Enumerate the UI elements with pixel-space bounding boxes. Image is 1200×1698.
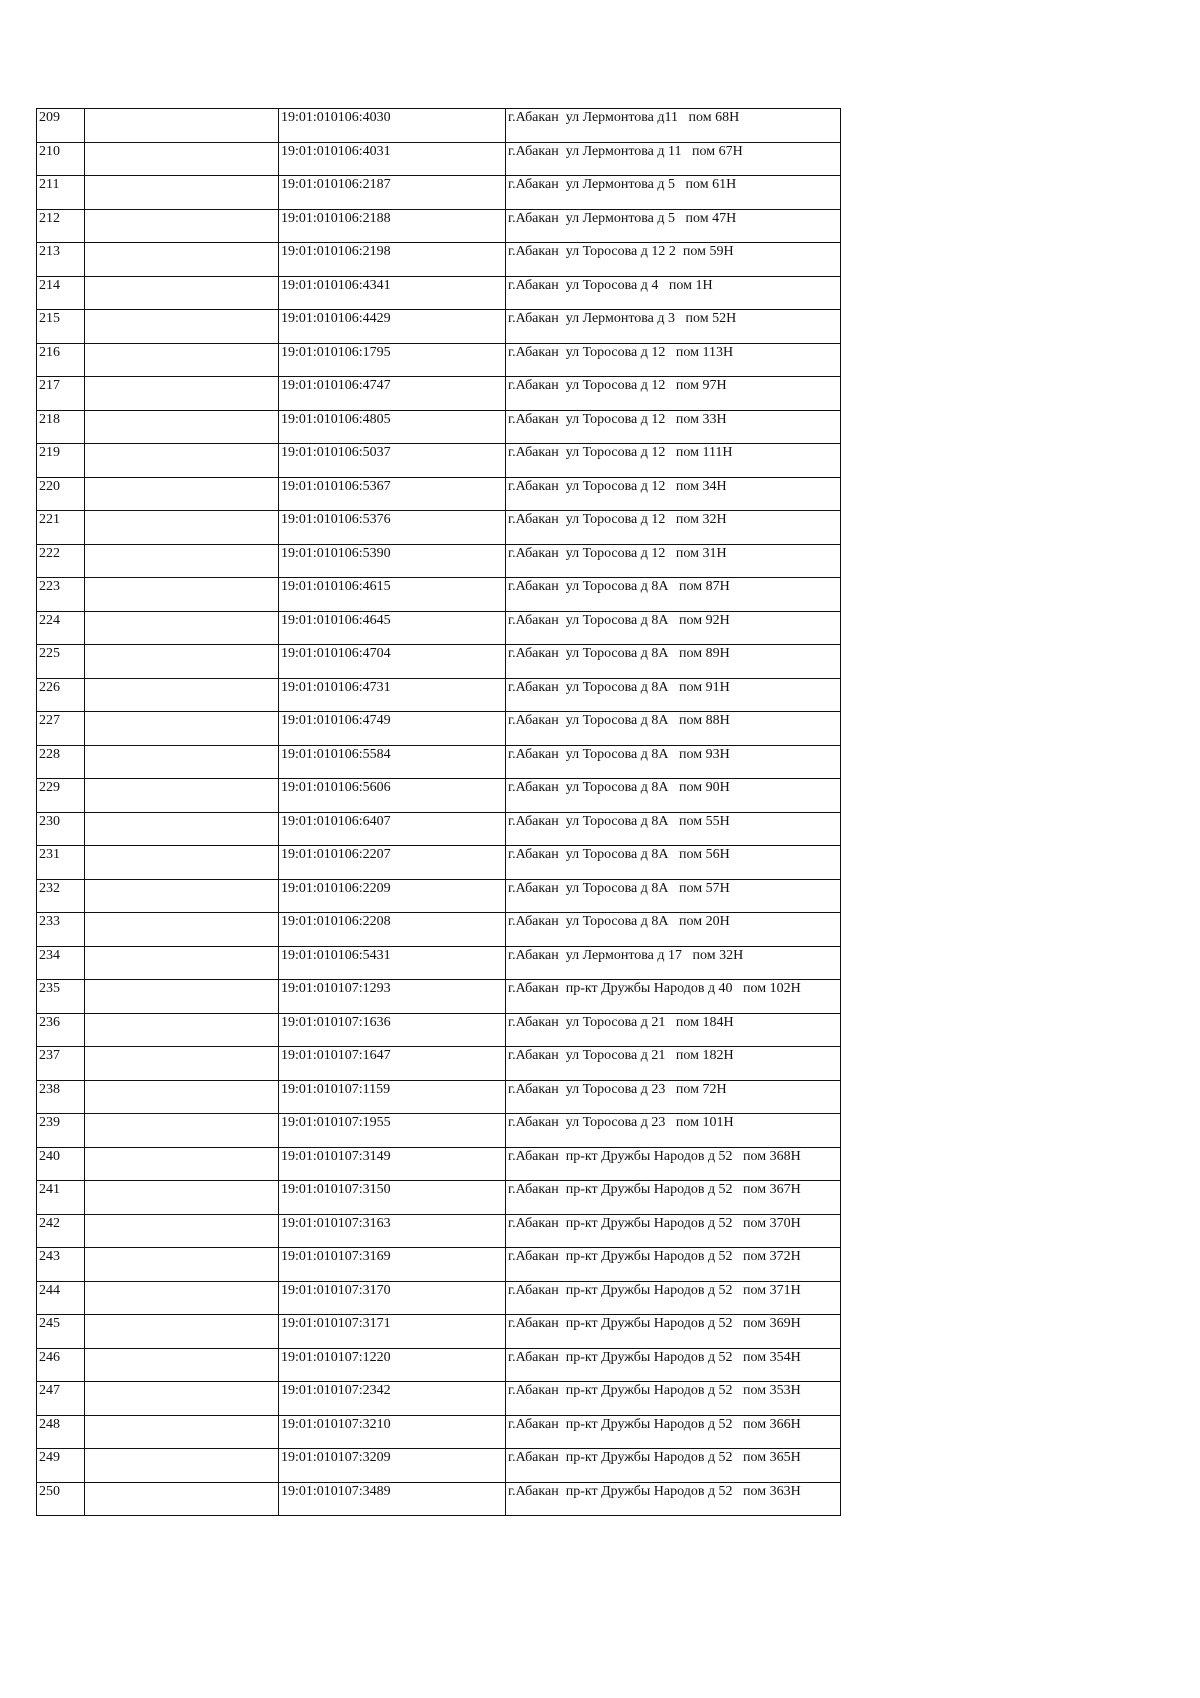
row-note-cell [85,1348,279,1382]
address-cell: г.Абакан пр-кт Дружбы Народов д 52 пом 370Н [506,1214,841,1248]
cadastral-number-cell: 19:01:010106:2188 [279,209,506,243]
row-note-cell [85,1147,279,1181]
table-row [37,779,841,813]
row-note-cell [85,343,279,377]
row-note-cell [85,1315,279,1349]
row-number-cell: 244 [37,1281,85,1315]
row-note-cell [85,946,279,980]
cadastral-number-cell: 19:01:010107:1955 [279,1114,506,1148]
address-cell: г.Абакан ул Торосова д 12 2 пом 59Н [506,243,841,277]
address-cell: г.Абакан ул Лермонтова д 17 пом 32Н [506,946,841,980]
row-note-cell [85,276,279,310]
cadastral-number-cell: 19:01:010107:2342 [279,1382,506,1416]
cadastral-number-cell: 19:01:010107:3150 [279,1181,506,1215]
address-cell: г.Абакан ул Торосова д 12 пом 31Н [506,544,841,578]
table-row [37,913,841,947]
table-row [37,1114,841,1148]
row-number-cell: 236 [37,1013,85,1047]
row-note-cell [85,477,279,511]
row-note-cell [85,176,279,210]
row-number-cell: 221 [37,511,85,545]
row-number-cell: 241 [37,1181,85,1215]
cadastral-number-cell: 19:01:010107:1220 [279,1348,506,1382]
table-row [37,980,841,1014]
cadastral-number-cell: 19:01:010107:1293 [279,980,506,1014]
cadastral-number-cell: 19:01:010106:6407 [279,812,506,846]
address-cell: г.Абакан пр-кт Дружбы Народов д 52 пом 372Н [506,1248,841,1282]
address-cell: г.Абакан ул Торосова д 8А пом 91Н [506,678,841,712]
row-note-cell [85,1449,279,1483]
row-number-cell: 220 [37,477,85,511]
table-row [37,544,841,578]
cadastral-number-cell: 19:01:010107:3209 [279,1449,506,1483]
row-number-cell: 219 [37,444,85,478]
address-cell: г.Абакан ул Лермонтова д 11 пом 67Н [506,142,841,176]
table-row [37,1147,841,1181]
address-cell: г.Абакан ул Торосова д 12 пом 34Н [506,477,841,511]
cadastral-number-cell: 19:01:010106:4749 [279,712,506,746]
row-note-cell [85,410,279,444]
address-cell: г.Абакан ул Лермонтова д11 пом 68Н [506,109,841,143]
row-note-cell [85,779,279,813]
cadastral-number-cell: 19:01:010107:3171 [279,1315,506,1349]
row-number-cell: 218 [37,410,85,444]
table-row [37,1214,841,1248]
table-row [37,477,841,511]
row-number-cell: 215 [37,310,85,344]
cadastral-number-cell: 19:01:010106:5367 [279,477,506,511]
cadastral-number-cell: 19:01:010106:4429 [279,310,506,344]
cadastral-number-cell: 19:01:010106:4704 [279,645,506,679]
address-cell: г.Абакан ул Лермонтова д 5 пом 47Н [506,209,841,243]
address-cell: г.Абакан пр-кт Дружбы Народов д 52 пом 371Н [506,1281,841,1315]
cadastral-number-cell: 19:01:010106:5376 [279,511,506,545]
address-cell: г.Абакан ул Торосова д 4 пом 1Н [506,276,841,310]
row-number-cell: 228 [37,745,85,779]
cadastral-number-cell: 19:01:010107:3210 [279,1415,506,1449]
address-cell: г.Абакан ул Лермонтова д 5 пом 61Н [506,176,841,210]
address-cell: г.Абакан ул Лермонтова д 3 пом 52Н [506,310,841,344]
registry-body [37,109,841,1516]
table-row [37,209,841,243]
row-note-cell [85,109,279,143]
address-cell: г.Абакан пр-кт Дружбы Народов д 52 пом 354Н [506,1348,841,1382]
row-note-cell [85,1281,279,1315]
cadastral-number-cell: 19:01:010106:4615 [279,578,506,612]
row-number-cell: 217 [37,377,85,411]
row-number-cell: 239 [37,1114,85,1148]
address-cell: г.Абакан ул Торосова д 8А пом 56Н [506,846,841,880]
cadastral-number-cell: 19:01:010107:1647 [279,1047,506,1081]
row-note-cell [85,745,279,779]
row-number-cell: 238 [37,1080,85,1114]
table-row [37,1348,841,1382]
row-note-cell [85,712,279,746]
address-cell: г.Абакан пр-кт Дружбы Народов д 40 пом 102Н [506,980,841,1014]
row-number-cell: 233 [37,913,85,947]
row-note-cell [85,1382,279,1416]
row-number-cell: 234 [37,946,85,980]
row-number-cell: 226 [37,678,85,712]
cadastral-number-cell: 19:01:010107:3163 [279,1214,506,1248]
row-number-cell: 248 [37,1415,85,1449]
row-number-cell: 209 [37,109,85,143]
address-cell: г.Абакан ул Торосова д 8А пом 93Н [506,745,841,779]
row-note-cell [85,846,279,880]
row-number-cell: 216 [37,343,85,377]
cadastral-number-cell: 19:01:010106:5431 [279,946,506,980]
address-cell: г.Абакан ул Торосова д 23 пом 72Н [506,1080,841,1114]
cadastral-number-cell: 19:01:010106:1795 [279,343,506,377]
table-row [37,879,841,913]
table-row [37,444,841,478]
table-row [37,645,841,679]
row-note-cell [85,1248,279,1282]
row-number-cell: 224 [37,611,85,645]
row-number-cell: 222 [37,544,85,578]
table-row [37,1181,841,1215]
row-note-cell [85,1214,279,1248]
address-cell: г.Абакан ул Торосова д 8А пом 20Н [506,913,841,947]
table-row [37,745,841,779]
row-note-cell [85,578,279,612]
address-cell: г.Абакан пр-кт Дружбы Народов д 52 пом 366Н [506,1415,841,1449]
row-number-cell: 249 [37,1449,85,1483]
table-row [37,310,841,344]
row-note-cell [85,812,279,846]
address-cell: г.Абакан ул Торосова д 8А пом 88Н [506,712,841,746]
address-cell: г.Абакан ул Торосова д 21 пом 184Н [506,1013,841,1047]
cadastral-number-cell: 19:01:010107:3489 [279,1482,506,1516]
row-note-cell [85,243,279,277]
table-row [37,176,841,210]
row-number-cell: 212 [37,209,85,243]
address-cell: г.Абакан ул Торосова д 12 пом 32Н [506,511,841,545]
row-note-cell [85,678,279,712]
cadastral-number-cell: 19:01:010106:2187 [279,176,506,210]
row-note-cell [85,913,279,947]
row-number-cell: 210 [37,142,85,176]
row-number-cell: 213 [37,243,85,277]
cadastral-number-cell: 19:01:010107:1159 [279,1080,506,1114]
cadastral-number-cell: 19:01:010107:3169 [279,1248,506,1282]
row-number-cell: 235 [37,980,85,1014]
row-note-cell [85,377,279,411]
table-row [37,678,841,712]
cadastral-number-cell: 19:01:010106:4341 [279,276,506,310]
table-row [37,578,841,612]
address-cell: г.Абакан ул Торосова д 8А пом 92Н [506,611,841,645]
address-cell: г.Абакан пр-кт Дружбы Народов д 52 пом 367Н [506,1181,841,1215]
table-row [37,1415,841,1449]
cadastral-number-cell: 19:01:010106:4645 [279,611,506,645]
address-cell: г.Абакан ул Торосова д 12 пом 111Н [506,444,841,478]
row-note-cell [85,444,279,478]
address-cell: г.Абакан ул Торосова д 8А пом 87Н [506,578,841,612]
address-cell: г.Абакан ул Торосова д 12 пом 97Н [506,377,841,411]
address-cell: г.Абакан пр-кт Дружбы Народов д 52 пом 365Н [506,1449,841,1483]
row-number-cell: 214 [37,276,85,310]
table-row [37,1382,841,1416]
table-row [37,343,841,377]
cadastral-number-cell: 19:01:010106:2198 [279,243,506,277]
row-number-cell: 237 [37,1047,85,1081]
address-cell: г.Абакан пр-кт Дружбы Народов д 52 пом 368Н [506,1147,841,1181]
row-note-cell [85,1181,279,1215]
row-number-cell: 211 [37,176,85,210]
row-note-cell [85,1047,279,1081]
address-cell: г.Абакан ул Торосова д 12 пом 33Н [506,410,841,444]
row-number-cell: 247 [37,1382,85,1416]
row-number-cell: 227 [37,712,85,746]
table-row [37,243,841,277]
address-cell: г.Абакан ул Торосова д 8А пом 57Н [506,879,841,913]
cadastral-number-cell: 19:01:010106:4731 [279,678,506,712]
cadastral-number-cell: 19:01:010106:5037 [279,444,506,478]
row-note-cell [85,1013,279,1047]
property-registry-table [36,108,841,1516]
cadastral-number-cell: 19:01:010106:4747 [279,377,506,411]
table-row [37,1449,841,1483]
row-number-cell: 245 [37,1315,85,1349]
row-number-cell: 230 [37,812,85,846]
cadastral-number-cell: 19:01:010107:1636 [279,1013,506,1047]
address-cell: г.Абакан пр-кт Дружбы Народов д 52 пом 353Н [506,1382,841,1416]
row-note-cell [85,1080,279,1114]
address-cell: г.Абакан пр-кт Дружбы Народов д 52 пом 363Н [506,1482,841,1516]
table-row [37,1013,841,1047]
table-row [37,812,841,846]
table-row [37,1047,841,1081]
row-note-cell [85,310,279,344]
cadastral-number-cell: 19:01:010106:4805 [279,410,506,444]
cadastral-number-cell: 19:01:010106:2209 [279,879,506,913]
table-row [37,109,841,143]
cadastral-number-cell: 19:01:010106:5390 [279,544,506,578]
row-number-cell: 231 [37,846,85,880]
row-note-cell [85,611,279,645]
table-row [37,1281,841,1315]
table-row [37,511,841,545]
row-note-cell [85,511,279,545]
cadastral-number-cell: 19:01:010106:4031 [279,142,506,176]
address-cell: г.Абакан ул Торосова д 23 пом 101Н [506,1114,841,1148]
address-cell: г.Абакан ул Торосова д 12 пом 113Н [506,343,841,377]
row-number-cell: 225 [37,645,85,679]
table-row [37,377,841,411]
cadastral-number-cell: 19:01:010106:2207 [279,846,506,880]
table-row [37,846,841,880]
cadastral-number-cell: 19:01:010106:5606 [279,779,506,813]
row-note-cell [85,879,279,913]
table-row [37,1248,841,1282]
table-row [37,1482,841,1516]
cadastral-number-cell: 19:01:010107:3149 [279,1147,506,1181]
row-number-cell: 223 [37,578,85,612]
cadastral-number-cell: 19:01:010106:2208 [279,913,506,947]
table-row [37,410,841,444]
row-number-cell: 246 [37,1348,85,1382]
table-row [37,946,841,980]
row-number-cell: 243 [37,1248,85,1282]
table-row [37,712,841,746]
row-note-cell [85,142,279,176]
row-note-cell [85,1415,279,1449]
row-number-cell: 250 [37,1482,85,1516]
table-row [37,611,841,645]
row-number-cell: 240 [37,1147,85,1181]
row-note-cell [85,1482,279,1516]
address-cell: г.Абакан ул Торосова д 21 пом 182Н [506,1047,841,1081]
row-number-cell: 242 [37,1214,85,1248]
row-number-cell: 229 [37,779,85,813]
table-row [37,1315,841,1349]
table-row [37,276,841,310]
cadastral-number-cell: 19:01:010106:5584 [279,745,506,779]
cadastral-number-cell: 19:01:010106:4030 [279,109,506,143]
table-row [37,142,841,176]
address-cell: г.Абакан ул Торосова д 8А пом 89Н [506,645,841,679]
row-note-cell [85,544,279,578]
address-cell: г.Абакан ул Торосова д 8А пом 55Н [506,812,841,846]
address-cell: г.Абакан ул Торосова д 8А пом 90Н [506,779,841,813]
table-row [37,1080,841,1114]
row-note-cell [85,1114,279,1148]
address-cell: г.Абакан пр-кт Дружбы Народов д 52 пом 369Н [506,1315,841,1349]
cadastral-number-cell: 19:01:010107:3170 [279,1281,506,1315]
row-number-cell: 232 [37,879,85,913]
row-note-cell [85,209,279,243]
row-note-cell [85,645,279,679]
row-note-cell [85,980,279,1014]
